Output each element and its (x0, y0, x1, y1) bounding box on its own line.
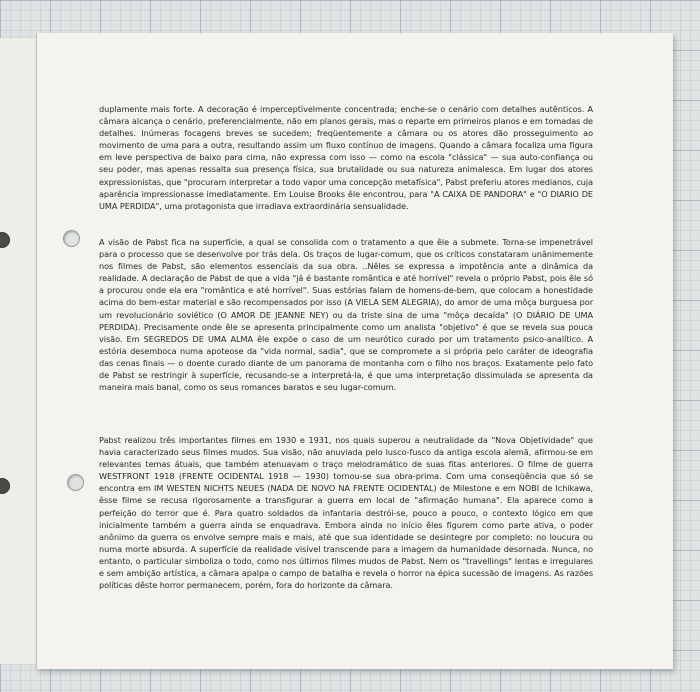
punch-hole-bottom (67, 474, 84, 491)
paragraph-1: duplamente mais forte. A decoração é imperceptìvelmente concentrada; enche-se o cenário com detalhes autênticos. A câmara alcança o cenário, preferencialmente, não em planos gerais, mas o reparte em primeiros planos e em tomadas de detalhes. Inúmeras focagens breves se sucedem; freqüentemente a câmara ou os atores dão prosseguimento ao movimento de uma para a outra, resultando assim um fluxo contínuo de imagens. Quando a câmara focaliza uma figura em leve perspectiva de baixo para cima, não expressa com isso — como na escola "clássica" — sua auto-confiança ou seu poder, mas apenas ressalta sua presença física, sua brutalidade ou sua natureza animalesca. Em lugar dos atores expressionistas, que "procuram interpretar a todo vapor uma concepção metafísica", Pabst preferiu atores medianos, cuja aparência impressionasse imediatamente. Em Louise Brooks êle encontrou, para "A CAIXA DE PANDORA" e "O DIARIO DE UMA PERDIDA", uma protagonista que irradiava extraordinária sensualidade. (99, 104, 593, 211)
punch-hole-top (63, 230, 80, 247)
paragraph-2: A visão de Pabst fica na superfície, a qual se consolida com o tratamento a que êle a submete. Torna-se impenetrável para o processo que se desenvolve por trás dela. Os traços de lugar-comum, que os críticos constataram unânimemente nos filmes de Pabst, são elementos essenciais da sua obra. ..Nêles se expressa a impotência ante a dinâmica da realidade. A declaração de Pabst de que a vida "já é bastante romântica e até horrível" revela o próprio Pabst, pois êle só a procurou onde ela era "romântica e até horrível". Suas estórias falam de homens-de-bem, que colocam a honestidade acima do bem-estar material e são recompensados por isso (A VIELA SEM ALEGRIA), do amor de uma môça burguesa por um revolucionário soviético (O AMOR DE JEANNE NEY) ou da triste sina de uma "môça decaída" (O DIÁRIO DE UMA PERDIDA). Precisamente onde êle se apresenta principalmente como um analista "objetivo" é que se revela sua pouca visão. Em SEGREDOS DE UMA ALMA êle expõe o caso de um neurótico curado por um tratamento psico-analítico. A estória desemboca numa apoteose da "vida normal, sadia", que se compromete a si própria pelo caráter de ideografia das cenas finais — o doente curado diante de um panorama de montanha com o filho nos braços. Exatamente pelo fato de Pabst se restringir à superfície, recusando-se a interpretá-la, é que uma interpretação dissimulada se apresenta da maneira mais banal, como os seus romances baratos e seu lugar-comum. (99, 237, 593, 393)
paragraph-3: Pabst realizou três importantes filmes em 1930 e 1931, nos quais superou a neutralidade da "Nova Objetividade" que havia caracterizado seus filmes mudos. Sua visão, não anuviada pelo lusco-fusco da antiga escola alemã, afirmou-se em relevantes temas átuais, que também atenuavam o traço melodramático de suas fitas anteriores. O filme de guerra WESTFRONT 1918 (FRENTE OCIDENTAL 1918 — 1930) tornou-se sua obra-prima. Com uma conseqüência que só se encontra em IM WESTEN NICHTS NEUES (NADA DE NOVO NA FRENTE OCIDENTAL) de Milestone e em NOBI de Ichikawa, êsse filme se recusa rigorosamente a transfigurar a guerra em local de "afirmação humana". Ela aparece como a perfeição do terror que é. Para quatro soldados da infantaria destrói-se, pouco a pouco, o contexto lógico em que inicialmente também a guerra ainda se enquadrava. Embora ainda no início êles figurem como parte ativa, o poder anônimo da guerra os envolve sempre mais e mais, até que sua identidade se desintegre por completo: no loucura ou numa morte absurda. A superfície da realidade visível transcende para a imagem da humanidade desornada. Nunca, no entanto, o particular simboliza o todo, como nos últimos filmes mudos de Pabst. Nem os "travellings" lentas e irregulares e sem ambição artística, a câmara apalpa o campo de batalha e revela o horror na épica sucessão de imagens. As razões políticas dêste horror permanecem, porém, fora do horizonte da câmara. (99, 435, 593, 591)
